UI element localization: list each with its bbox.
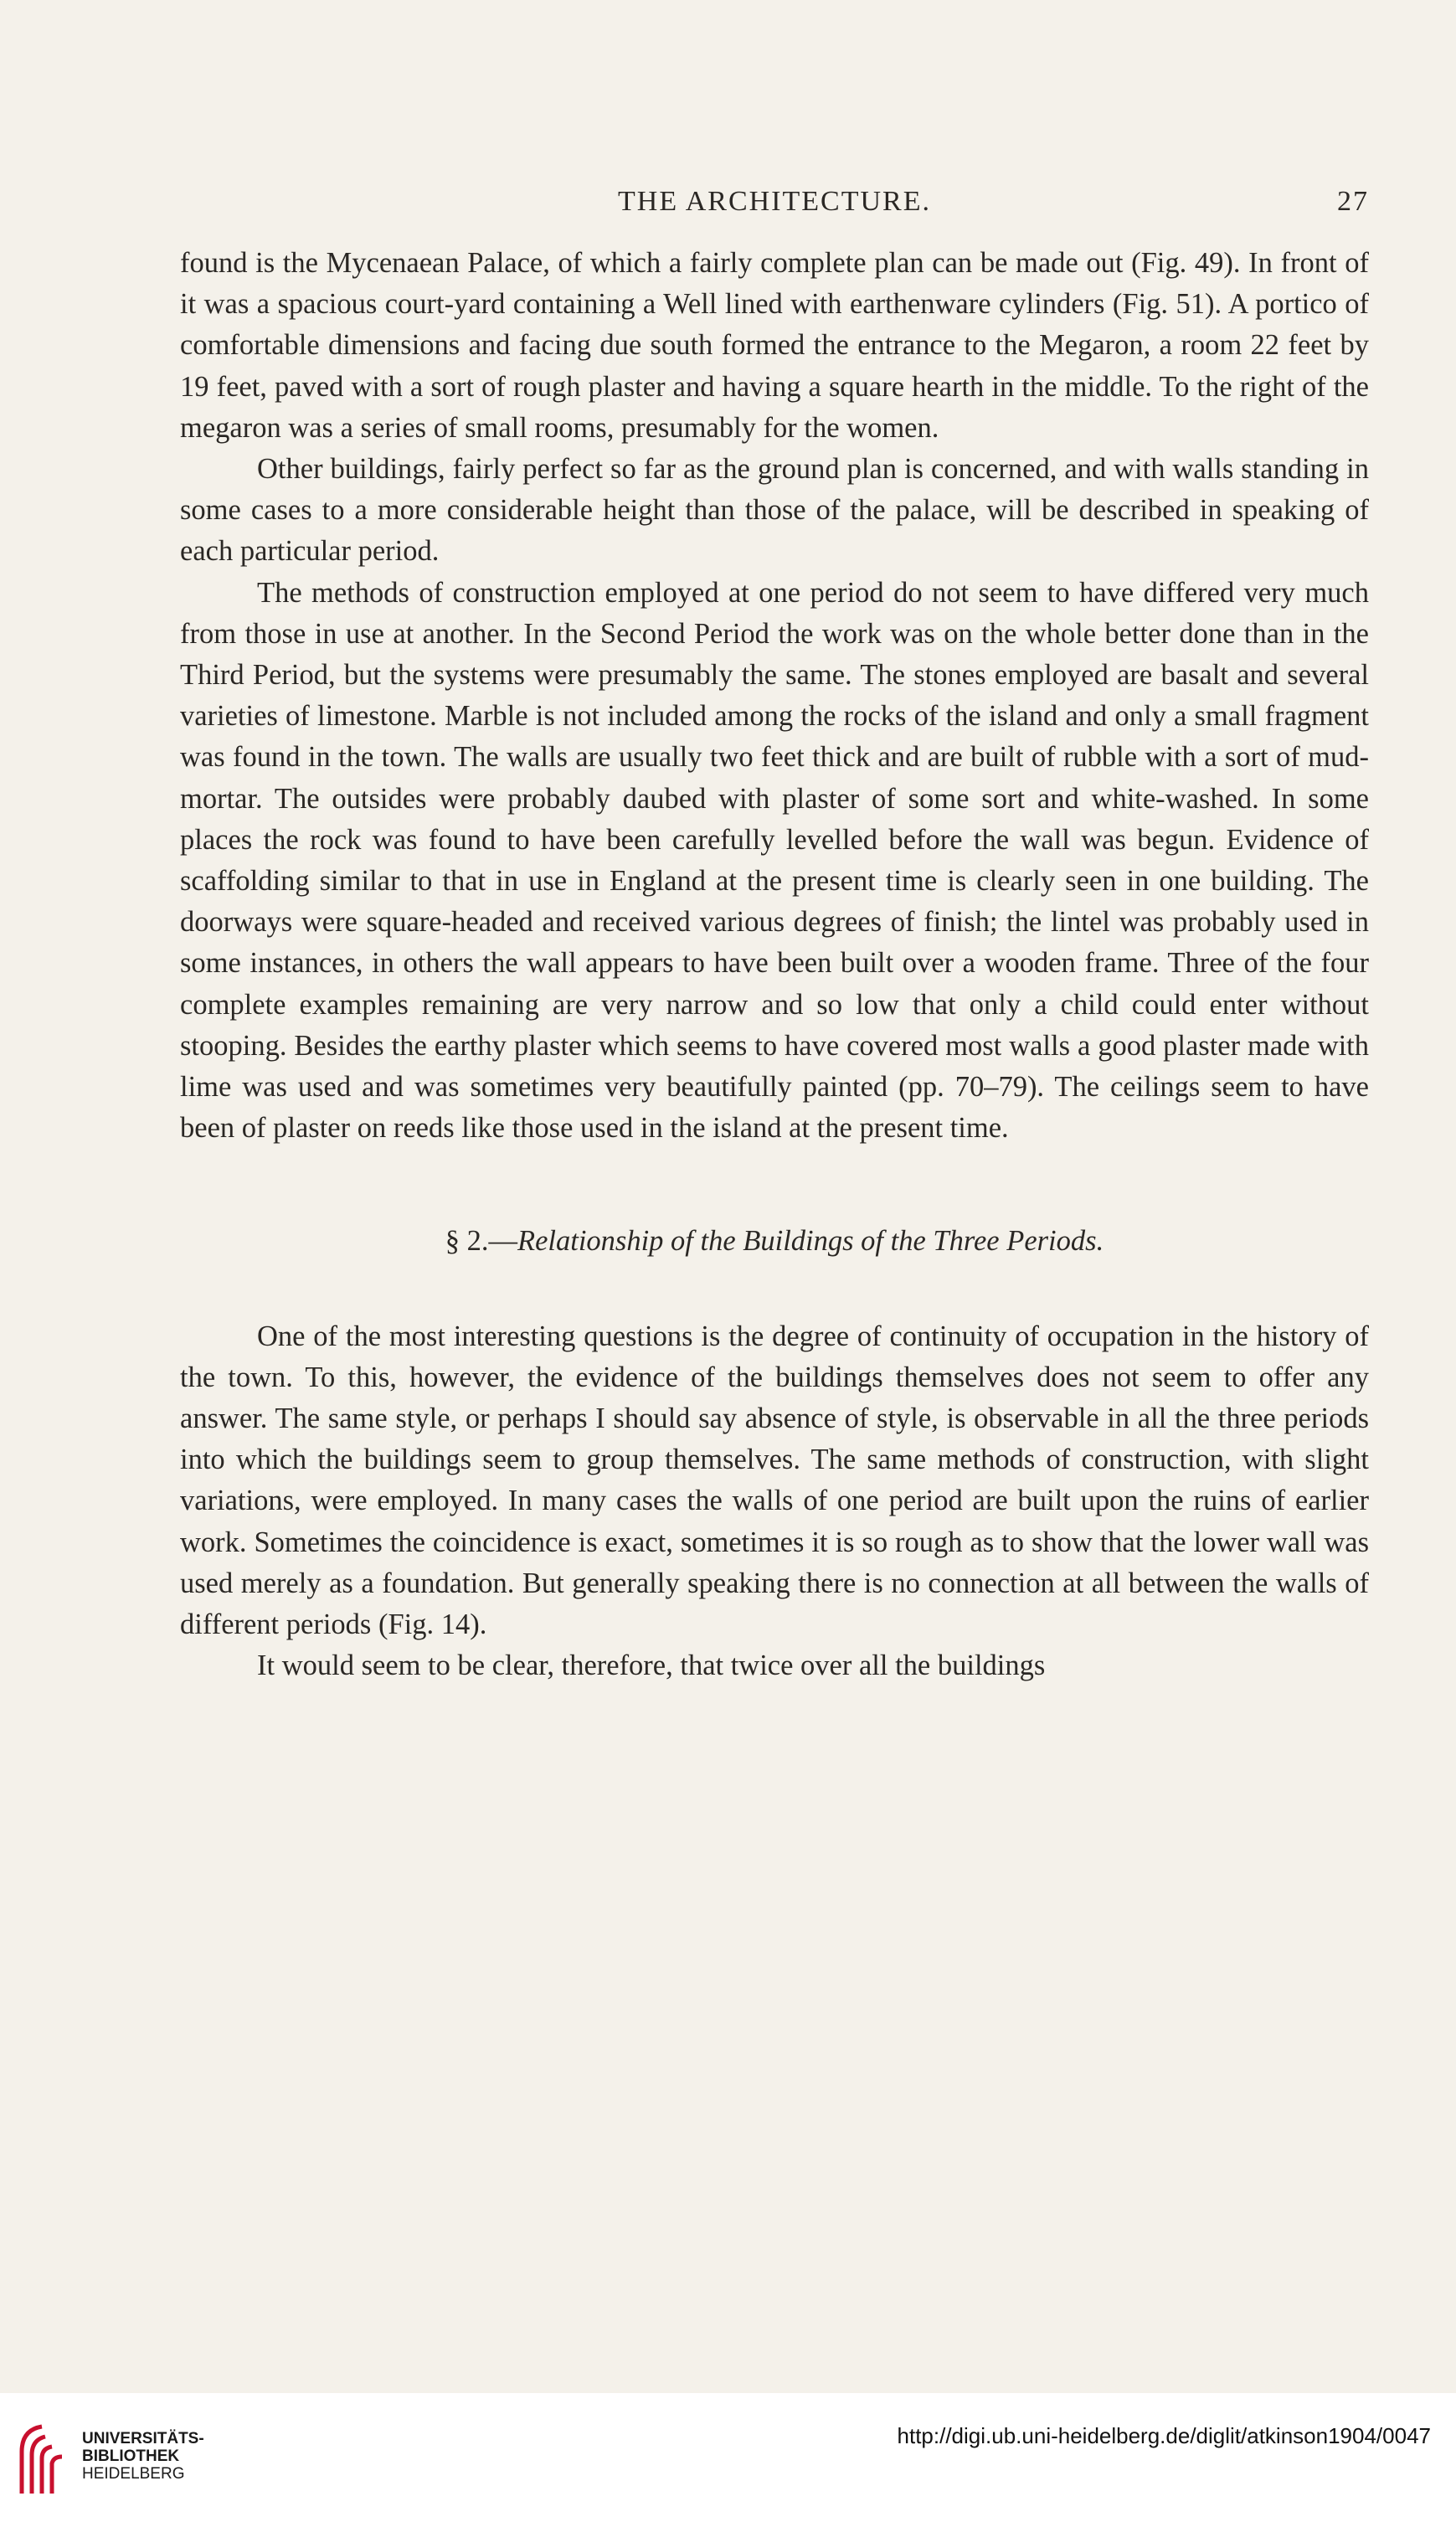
institution-line-1: UNIVERSITÄTS- xyxy=(82,2430,204,2447)
paragraph-2: Other buildings, fairly perfect so far as the ground plan is concerned, and with walls standing in some cases to a more considerable height than those of the palace, will be described in speaking of each particular period. xyxy=(180,453,1369,568)
institution-line-3: HEIDELBERG xyxy=(82,2465,185,2483)
paragraph-5: It would seem to be clear, therefore, that twice over all the buildings xyxy=(257,1650,1046,1682)
body-text xyxy=(180,243,1369,1687)
section-title: Relationship of the Buildings of the Three Periods. xyxy=(517,1225,1104,1258)
digitization-footer xyxy=(0,2393,1456,2522)
paragraph-3: The methods of construction employed at one period do not seem to have differed very much from those in use at another. In the Second Period the work was on the whole better done than in the Third Period, but the systems were presumably the same. The stones employed are basalt and several varieties of limestone. Marble is not included among the rocks of the island and only a small fragment was found in the town. The walls are usually two feet thick and are built of rubble with a sort of mud-mortar. The outsides were probably daubed with plaster of some sort and white-washed. In some places the rock was found to have been carefully levelled before the wall was begun. Evidence of scaffolding similar to that in use in England at the present time is clearly seen in one building. The doorways were square-headed and received various degrees of finish; the lintel was probably used in some instances, in others the wall appears to have been built over a wooden frame. Three of the four complete examples remaining are very narrow and so low that only a child could enter without stooping. Besides the earthy plaster which seems to have covered most walls a good plaster made with lime was used and was sometimes very beautifully painted (pp. 70–79). The ceilings seem to have been of plaster on reeds like those used in the island at the present time. xyxy=(180,576,1369,1145)
section-number: § 2.— xyxy=(445,1225,518,1258)
university-library-logo-icon xyxy=(15,2418,69,2499)
section-heading xyxy=(180,1221,1369,1262)
page-header xyxy=(180,186,1369,236)
institution-name xyxy=(82,2430,204,2483)
paragraph-1: found is the Mycenaean Palace, of which a fairly complete plan can be made out (Fig. 49). In front of it was a spacious court-yard containing a Well lined with earthenware cylinders (Fig. 51). A portico of comfortable dimensions and facing due south formed the entrance to the Megaron, a room 22 feet by 19 feet, paved with a sort of rough plaster and having a square hearth in the middle. To the right of the megaron was a series of small rooms, presumably for the women. xyxy=(180,247,1369,444)
running-title: THE ARCHITECTURE. xyxy=(618,186,931,217)
source-url-link[interactable]: http://digi.ub.uni-heidelberg.de/diglit/atkinson1904/0047 xyxy=(897,2423,1431,2448)
paragraph-4: One of the most interesting questions is the degree of continuity of occupation in the history of the town. To this, however, the evidence of the buildings themselves does not seem to offer any answer. The same style, or perhaps I should say absence of style, is observable in all the three periods into which the buildings seem to group themselves. The same methods of construction, with slight variations, were employed. In many cases the walls of one period are built upon the ruins of earlier work. Sometimes the coincidence is exact, sometimes it is so rough as to show that the lower wall was used merely as a foundation. But generally speaking there is no connection at all between the walls of different periods (Fig. 14). xyxy=(180,1320,1369,1641)
institution-line-2: BIBLIOTHEK xyxy=(82,2447,180,2465)
page-number: 27 xyxy=(1337,186,1369,217)
